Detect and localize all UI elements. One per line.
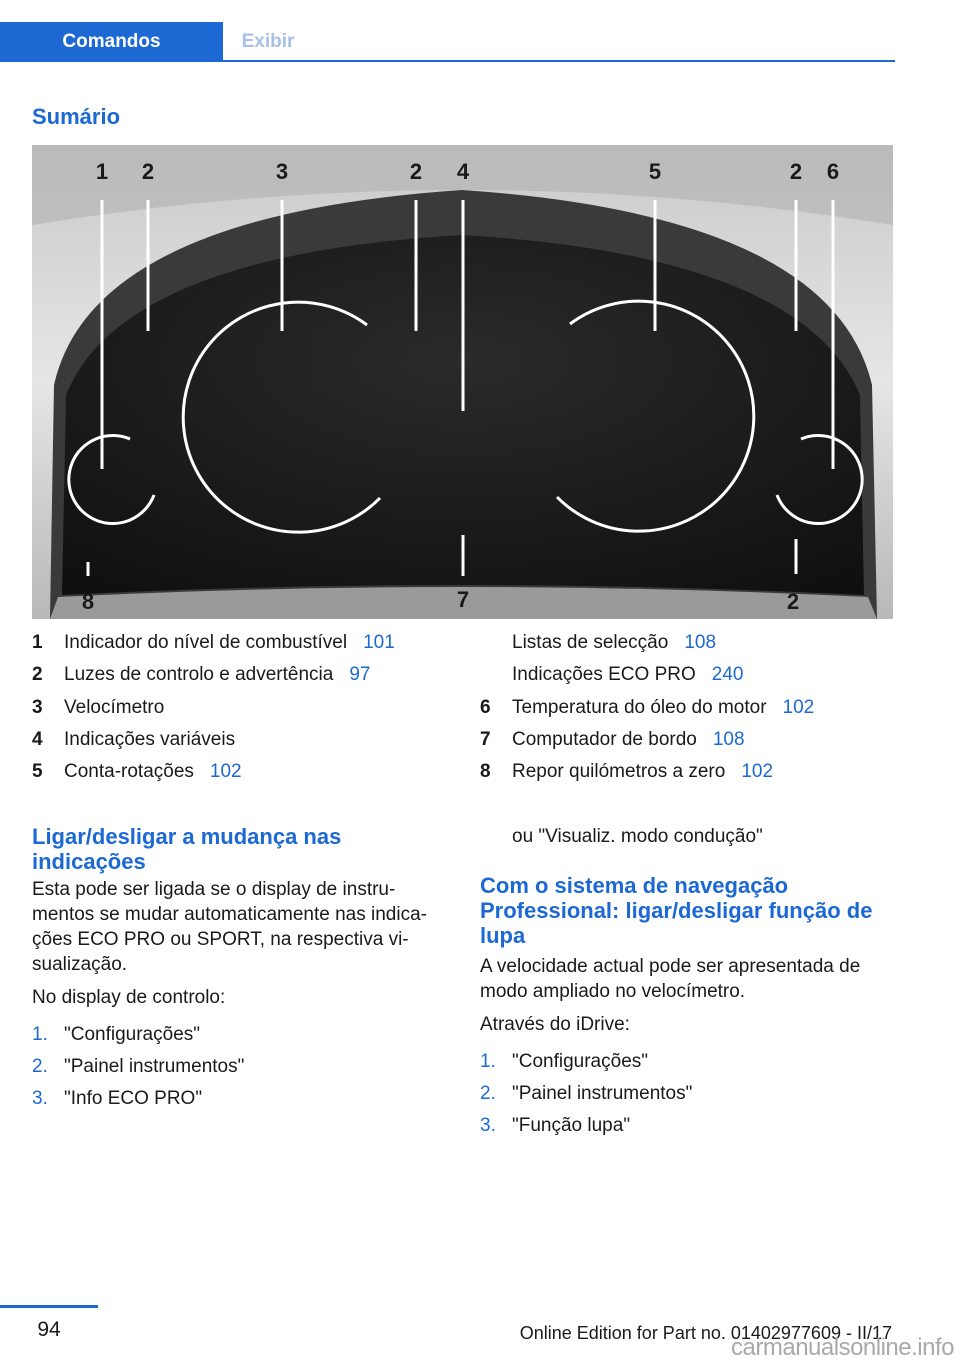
legend-item: Listas de selecção 108 xyxy=(480,627,900,659)
callout-2: 2 xyxy=(786,589,800,614)
body-paragraph: A velocidade actual pode ser apresentada de modo ampliado no velocímetro. xyxy=(480,956,861,1002)
callout-3: 3 xyxy=(275,159,289,184)
legend-item: 7 Computador de bordo 108 xyxy=(480,724,900,756)
callout-7: 7 xyxy=(456,587,470,612)
tab-comandos[interactable]: Comandos xyxy=(0,22,223,60)
page-ref-link[interactable]: 97 xyxy=(349,664,371,686)
legend-item: 2 Luzes de controlo e advertência 97 xyxy=(32,659,452,691)
step-list xyxy=(480,1046,890,1142)
section-title: Sumário xyxy=(32,104,121,129)
list-item: 1. "Configurações" xyxy=(480,1051,649,1072)
step-list xyxy=(32,1019,452,1115)
callout-6: 6 xyxy=(826,159,840,184)
callout-5: 5 xyxy=(648,159,662,184)
left-section xyxy=(32,824,452,1115)
callout-1: 1 xyxy=(95,159,109,184)
list-item: 2. "Painel instrumentos" xyxy=(32,1056,245,1077)
callout-2: 2 xyxy=(789,159,803,184)
right-section xyxy=(480,824,890,1142)
page-ref-link[interactable]: 102 xyxy=(209,761,242,783)
legend-item: 6 Temperatura do óleo do motor 102 xyxy=(480,692,900,724)
page-ref-link[interactable]: 108 xyxy=(684,632,717,653)
list-item: 2. "Painel instrumentos" xyxy=(480,1083,693,1104)
legend-item: 8 Repor quilómetros a zero 102 xyxy=(480,756,900,788)
chapter-tabs xyxy=(0,22,895,62)
legend-item: 1 Indicador do nível de combustível 101 xyxy=(32,627,452,659)
legend-item: Indicações ECO PRO 240 xyxy=(480,659,900,691)
page-ref-link[interactable]: 108 xyxy=(712,728,745,750)
body-paragraph: Esta pode ser ligada se o display de instrumentos se mudar automaticamente nas indicações ECO PRO ou SPORT, na respectiva visualização. xyxy=(32,879,427,975)
tab-divider xyxy=(0,60,895,62)
body-paragraph: No display de controlo: xyxy=(32,987,226,1008)
page-ref-link[interactable]: 102 xyxy=(741,761,774,783)
tab-exibir[interactable]: Exibir xyxy=(241,31,295,52)
page-ref-link[interactable]: 240 xyxy=(711,664,744,686)
callout-2: 2 xyxy=(409,159,423,184)
section-heading: Ligar/desligar a mudança nas indicações xyxy=(32,824,342,874)
body-paragraph: Através do iDrive: xyxy=(480,1014,630,1035)
page-ref-link[interactable]: 101 xyxy=(363,632,395,653)
page-number: 94 xyxy=(37,1318,61,1341)
section-heading: Com o sistema de navegação Professional: ligar/desligar função de lupa xyxy=(480,873,873,948)
list-item: 3. "Função lupa" xyxy=(480,1115,631,1136)
legend-right xyxy=(480,627,900,788)
callout-2: 2 xyxy=(141,159,155,184)
callout-4: 4 xyxy=(456,159,470,184)
body-paragraph: ou "Visualiz. modo condução" xyxy=(512,826,763,847)
watermark: carmanualsonline.info xyxy=(731,1334,954,1361)
edition-note: Online Edition for Part no. 01402977609 - II/17 xyxy=(519,1323,892,1343)
callout-8: 8 xyxy=(81,589,95,614)
legend-item: 5 Conta-rotações 102 xyxy=(32,756,452,788)
footer-rule xyxy=(0,1305,98,1308)
page-ref-link[interactable]: 102 xyxy=(782,696,815,718)
legend-left xyxy=(32,627,452,788)
list-item: 3. "Info ECO PRO" xyxy=(32,1088,203,1109)
instrument-cluster-figure xyxy=(32,145,893,619)
legend-item: 4 Indicações variáveis xyxy=(32,728,236,750)
legend-item: 3 Velocímetro xyxy=(32,696,165,718)
list-item: 1. "Configurações" xyxy=(32,1024,201,1045)
